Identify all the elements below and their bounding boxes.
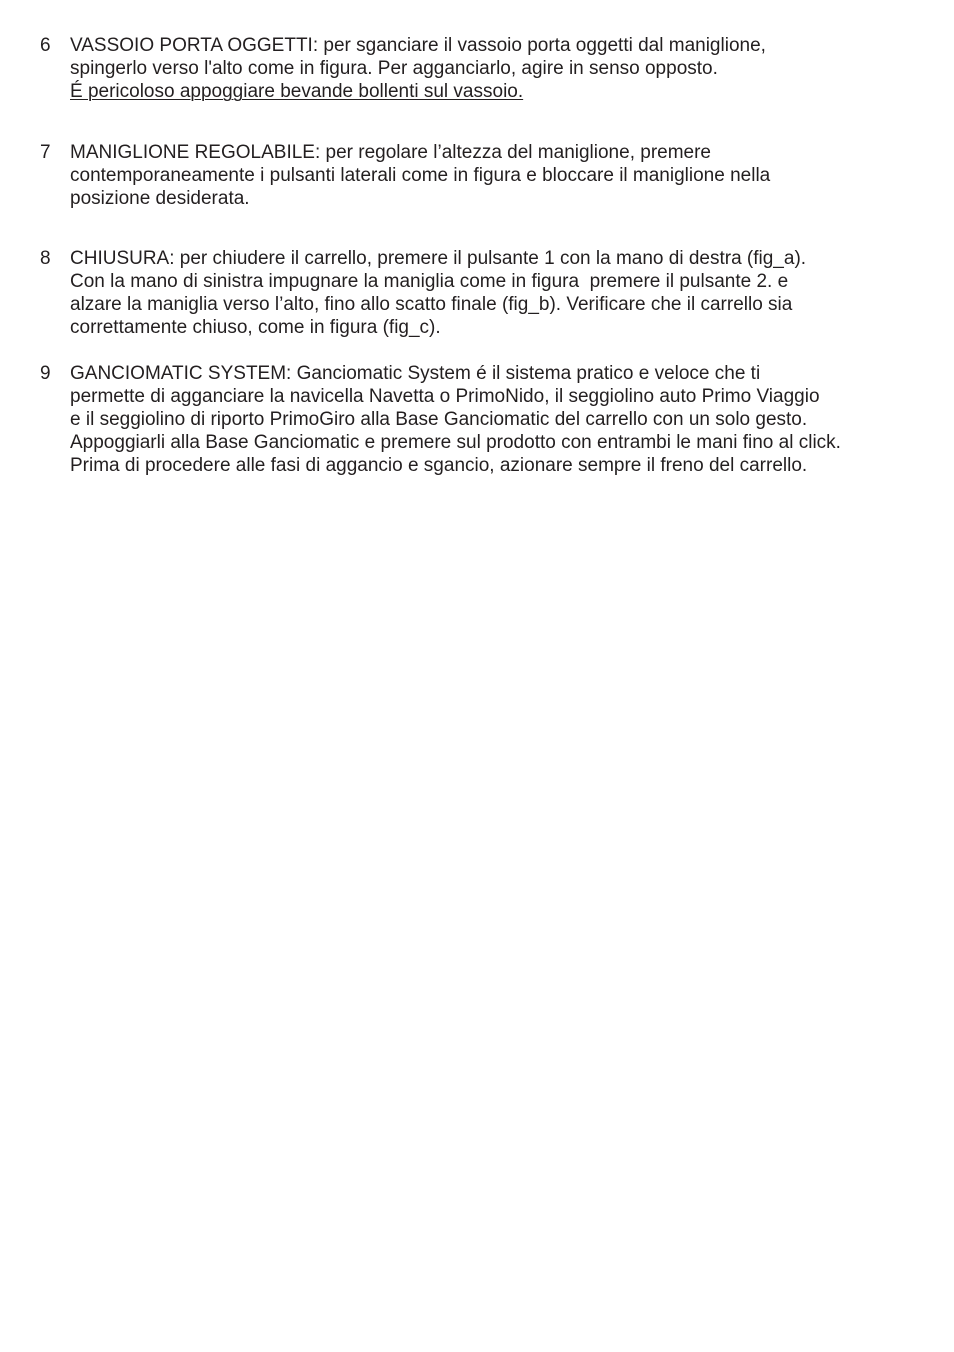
item-line: spingerlo verso l'alto come in figura. Per agganciarlo, agire in senso opposto. [70,58,718,79]
item-line: GANCIOMATIC SYSTEM: Ganciomatic System é il sistema pratico e veloce che ti [70,363,761,384]
item-text [70,247,950,339]
item-line: Appoggiarli alla Base Ganciomatic e premere sul prodotto con entrambi le mani fino al click. [70,432,841,453]
item-line: Con la mano di sinistra impugnare la maniglia come in figura premere il pulsante 2. e [70,271,789,292]
item-number: 8 [40,248,51,269]
item-line: posizione desiderata. [70,188,250,209]
warning-line: É pericoloso appoggiare bevande bollenti sul vassoio. [70,81,524,102]
item-number: 6 [40,35,51,56]
item-line: correttamente chiuso, come in figura (fig_c). [70,317,441,338]
item-line: e il seggiolino di riporto PrimoGiro alla Base Ganciomatic del carrello con un solo gesto. [70,409,808,430]
item-line: VASSOIO PORTA OGGETTI: per sganciare il vassoio porta oggetti dal maniglione, [70,35,766,56]
item-line: contemporaneamente i pulsanti laterali come in figura e bloccare il maniglione nella [70,165,771,186]
item-line: CHIUSURA: per chiudere il carrello, premere il pulsante 1 con la mano di destra (fig_a). [70,248,807,269]
item-line: alzare la maniglia verso l’alto, fino allo scatto finale (fig_b). Verificare che il carrello sia [70,294,793,315]
item-line: MANIGLIONE REGOLABILE: per regolare l’altezza del maniglione, premere [70,142,711,163]
item-text [70,141,950,210]
item-text [70,362,950,477]
item-line: Prima di procedere alle fasi di aggancio e sgancio, azionare sempre il freno del carrello. [70,455,808,476]
item-text [70,34,950,103]
item-number: 9 [40,363,51,384]
item-line: permette di agganciare la navicella Navetta o PrimoNido, il seggiolino auto Primo Viaggio [70,386,820,407]
item-number: 7 [40,142,51,163]
